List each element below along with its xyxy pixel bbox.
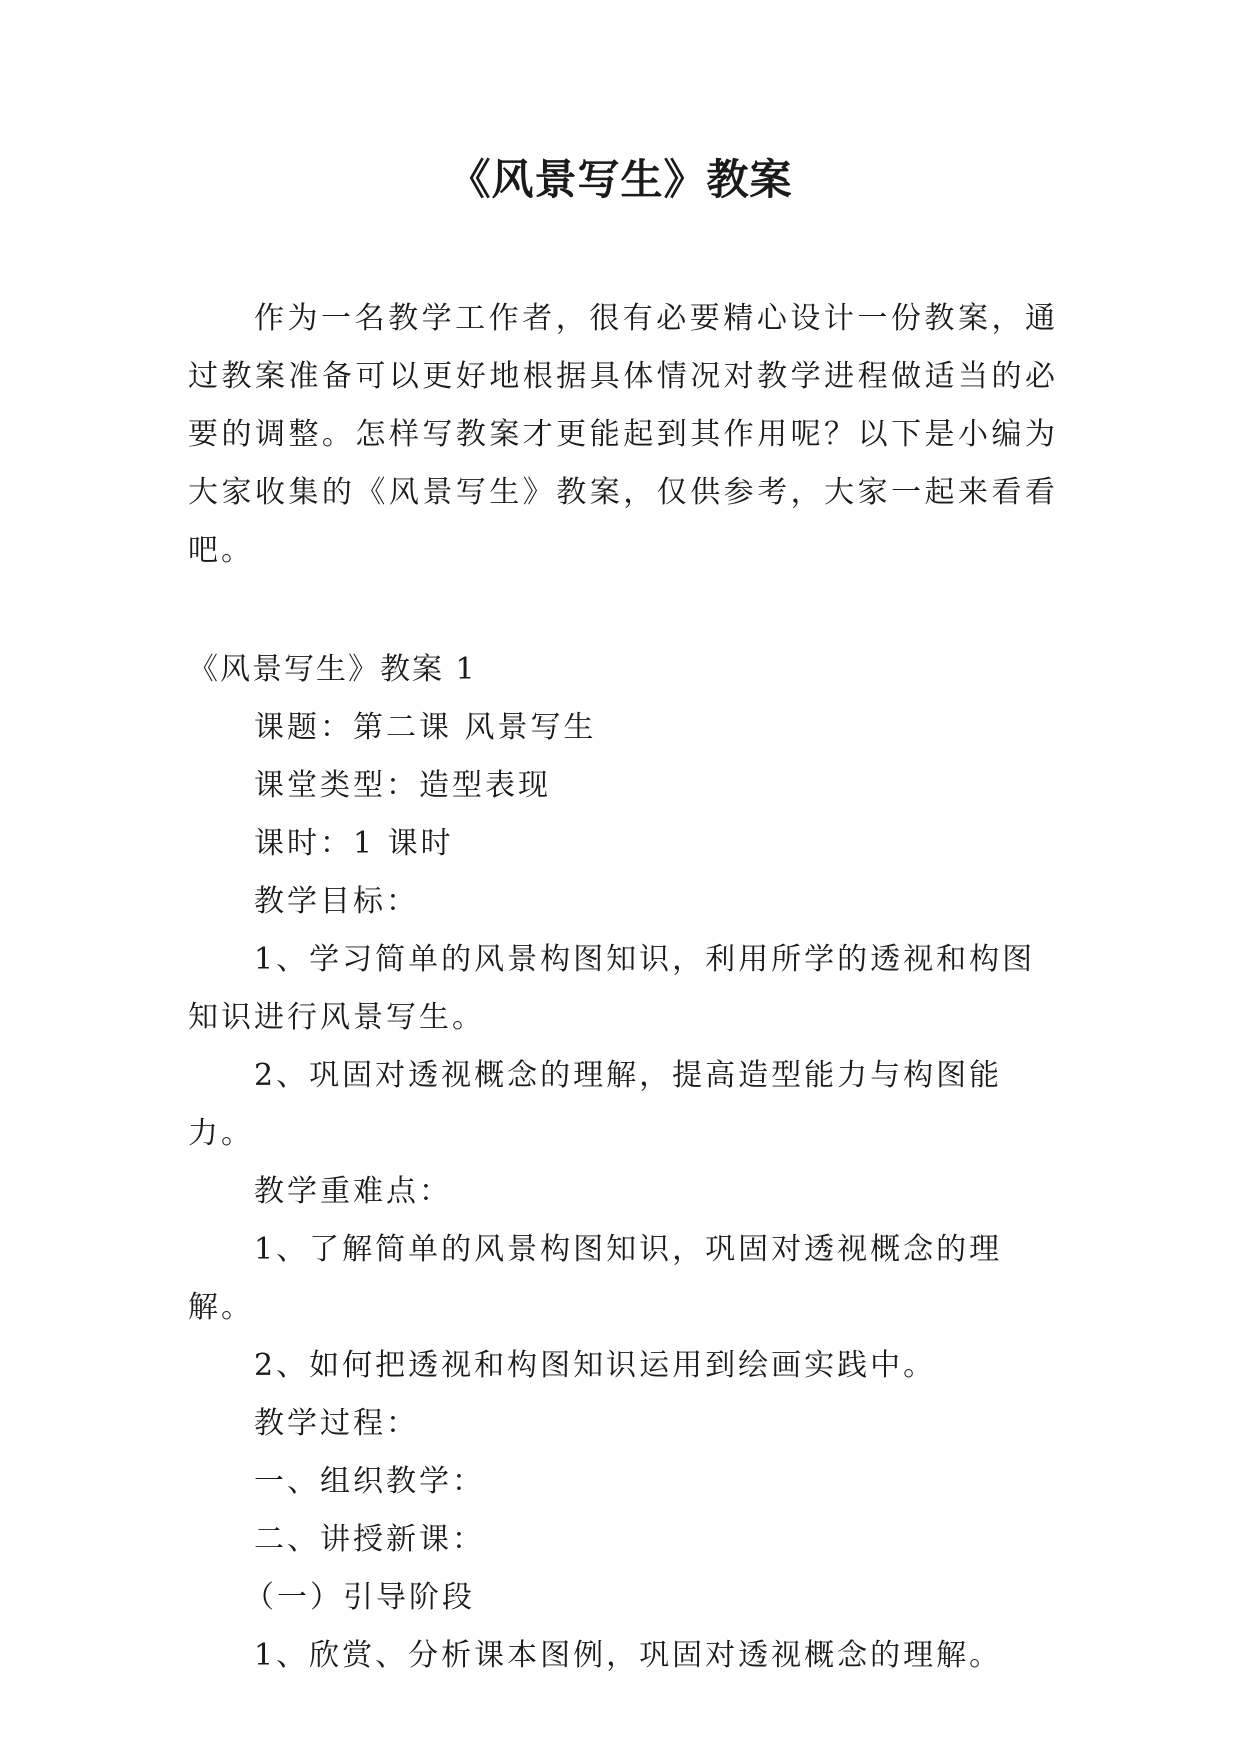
lesson-topic: 课题：第二课 风景写生	[254, 710, 597, 745]
process-step-1: 一、组织教学：	[254, 1464, 485, 1499]
process-step-2: 二、讲授新课：	[254, 1522, 485, 1557]
key-point-item-2: 2、如何把透视和构图知识运用到绘画实践中。	[254, 1348, 937, 1383]
class-hours: 课时：1 课时	[254, 826, 454, 861]
intro-paragraph: 作为一名教学工作者，很有必要精心设计一份教案，通过教案准备可以更好地根据具体情况对教学进程做适当的必要的调整。怎样写教案才更能起到其作用呢？以下是小编为大家收集的《风景写生》教案，仅供参考，大家一起来看看吧。	[188, 301, 1058, 568]
class-type: 课堂类型：造型表现	[254, 768, 551, 803]
process-substep-heading: （一）引导阶段	[244, 1580, 475, 1615]
process-heading: 教学过程：	[254, 1406, 419, 1441]
section-heading: 《风景写生》教案 1	[188, 652, 477, 687]
key-point-item-1: 1、了解简单的风景构图知识，巩固对透视概念的理解。	[188, 1232, 1003, 1325]
document-title: 《风景写生》教案	[448, 155, 793, 204]
objectives-heading: 教学目标：	[254, 884, 419, 919]
objective-item-1: 1、学习简单的风景构图知识，利用所学的透视和构图知识进行风景写生。	[188, 942, 1036, 1035]
key-points-heading: 教学重难点：	[254, 1174, 452, 1209]
process-substep-item-1: 1、欣赏、分析课本图例，巩固对透视概念的理解。	[254, 1638, 1003, 1673]
objective-item-2: 2、巩固对透视概念的理解，提高造型能力与构图能力。	[188, 1058, 1003, 1151]
lesson-plan-body	[188, 699, 1068, 1685]
